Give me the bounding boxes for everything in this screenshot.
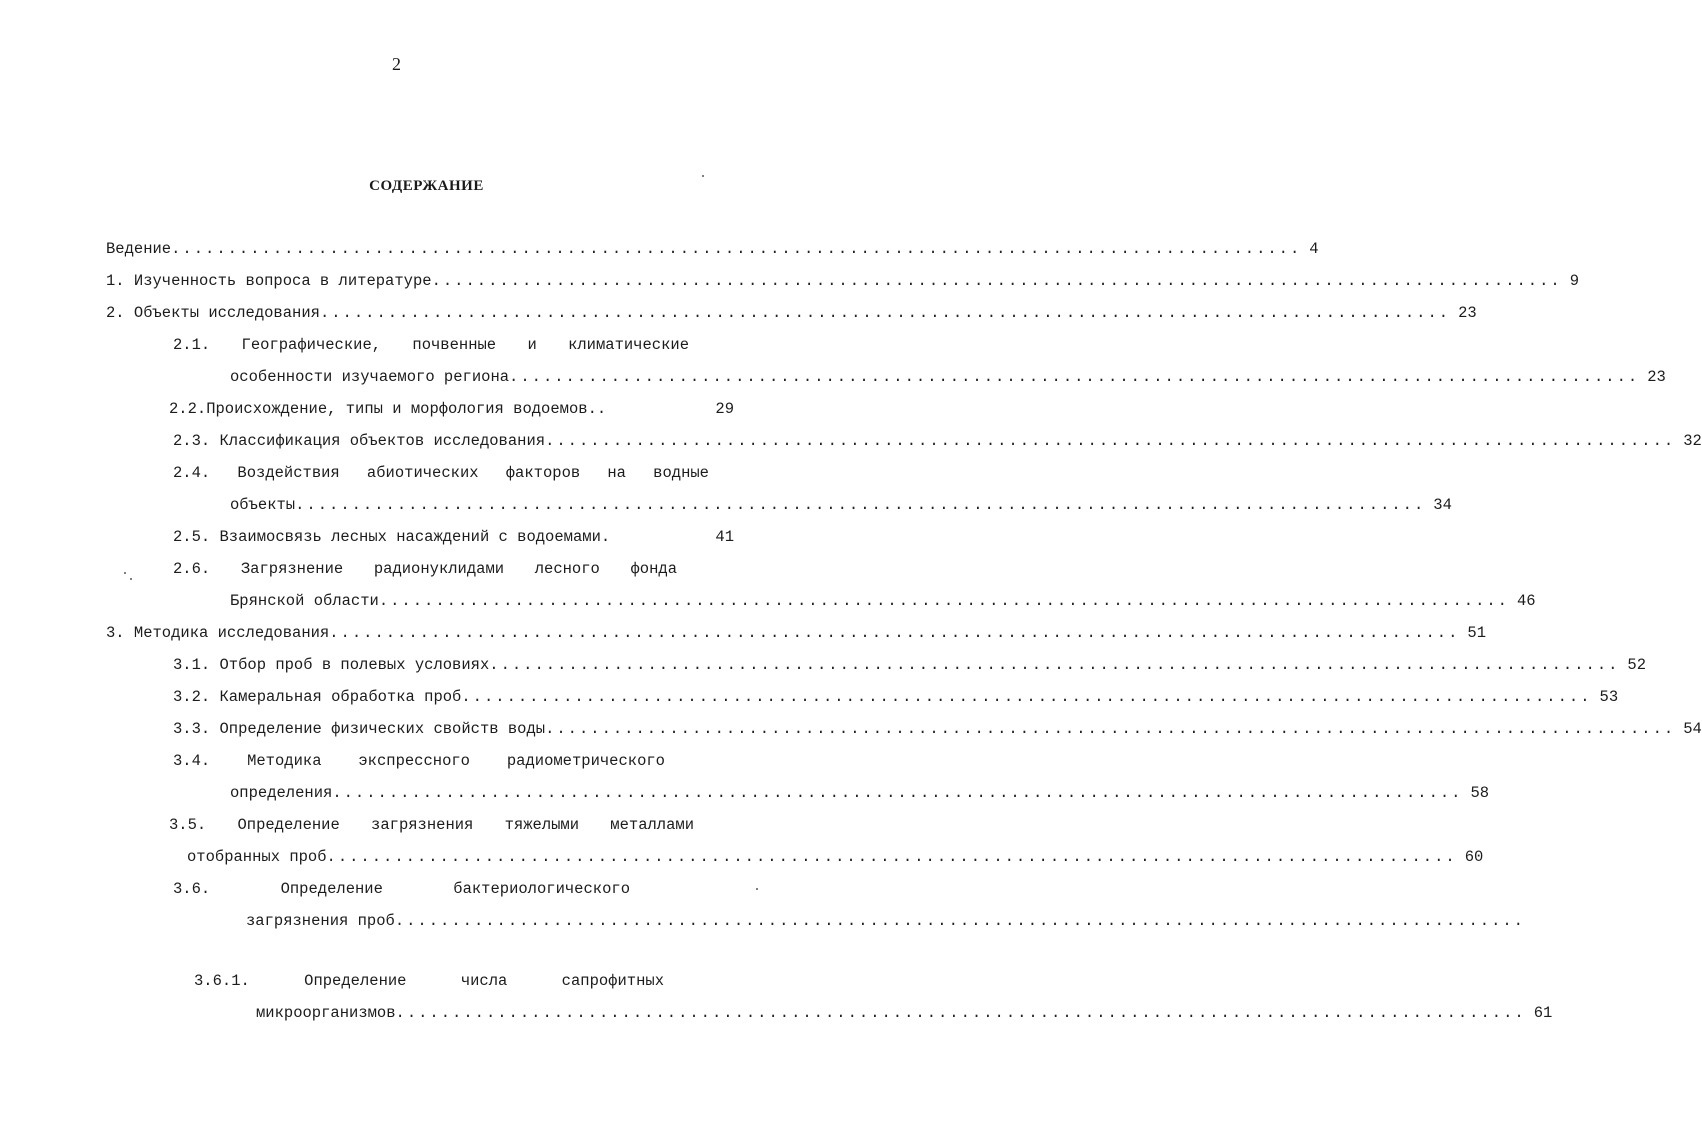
toc-entry: 3.6. Определение бактериологического xyxy=(173,880,630,898)
toc-entry-label: 3. Методика исследования xyxy=(106,624,330,642)
toc-entry xyxy=(173,652,1647,678)
toc-entry xyxy=(187,844,1484,870)
toc-entry: 2.4. Воздействия абиотических факторов на водные xyxy=(173,464,709,482)
toc-leader: .................................................................................................... xyxy=(431,272,1562,290)
toc-entry xyxy=(169,396,734,422)
toc-entry xyxy=(106,236,1319,262)
toc-entry xyxy=(173,716,1702,742)
toc-entry xyxy=(106,300,1477,326)
toc-title: СОДЕРЖАНИЕ xyxy=(369,178,484,194)
toc-leader: .................................................................................................... xyxy=(295,496,1426,514)
toc-entry-page: 4 xyxy=(1309,240,1319,258)
toc-entry-page: 58 xyxy=(1470,784,1490,802)
toc-leader: .................................................................................................... xyxy=(332,784,1463,802)
toc-entry-page: 34 xyxy=(1433,496,1452,514)
toc-leader: .................................................................................................... xyxy=(545,720,1676,738)
toc-entry-label: 3.2. Камеральная обработка проб xyxy=(173,688,462,706)
toc-entry-label: особенности изучаемого региона xyxy=(230,368,510,386)
toc-leader: .................................................................................................... xyxy=(489,656,1620,674)
toc-entry-label: 3.1. Отбор проб в полевых условиях xyxy=(173,656,490,674)
toc-entry-page: 52 xyxy=(1627,656,1647,674)
toc-entry-label: объекты xyxy=(230,496,296,514)
toc-entry xyxy=(106,620,1487,646)
toc-entry xyxy=(106,268,1580,294)
toc-entry xyxy=(230,364,1666,390)
toc-entry xyxy=(230,780,1490,806)
toc-leader: .................................................................................................... xyxy=(329,624,1460,642)
toc-entry-label: микроорганизмов xyxy=(256,1004,396,1022)
toc-leader: .................................................................................................... xyxy=(378,592,1509,610)
toc-entry xyxy=(256,1000,1553,1026)
toc-entry xyxy=(173,684,1619,710)
toc-entry-page: 32 xyxy=(1683,432,1702,450)
toc-entry-page: 53 xyxy=(1599,688,1619,706)
toc-leader: .................................................................................................... xyxy=(394,912,1525,930)
scan-speck xyxy=(124,572,126,574)
toc-entry-label: 1. Изученность вопроса в литературе xyxy=(106,272,432,290)
toc-entry-label: 2.2.Происхождение, типы и морфология водоемов.. xyxy=(169,400,607,418)
toc-leader: .................................................................................................... xyxy=(509,368,1640,386)
toc-entry-page: 61 xyxy=(1533,1004,1553,1022)
scan-speck xyxy=(130,578,132,580)
toc-leader: .................................................................................................... xyxy=(461,688,1592,706)
toc-entry-label: Ведение xyxy=(106,240,172,258)
scan-speck xyxy=(756,888,758,890)
toc-entry-label: 3.3. Определение физических свойств воды xyxy=(173,720,546,738)
toc-entry-page: 23 xyxy=(1458,304,1477,322)
toc-entry-label: определения xyxy=(230,784,333,802)
toc-leader: .................................................................................................... xyxy=(326,848,1457,866)
toc-entry xyxy=(230,492,1452,518)
toc-entry-page: 46 xyxy=(1516,592,1536,610)
toc-entry-page: 9 xyxy=(1569,272,1580,290)
toc-entry-page: 41 xyxy=(715,528,734,546)
toc-leader: .................................................................................................... xyxy=(171,240,1302,258)
toc-entry-label: 2.5. Взаимосвязь лесных насаждений с водоемами. xyxy=(173,528,611,546)
toc-entry: 3.6.1. Определение числа сапрофитных xyxy=(194,972,664,990)
toc-entry-page: 29 xyxy=(715,400,734,418)
toc-leader: .................................................................................................... xyxy=(395,1004,1526,1022)
toc-entry-page: 51 xyxy=(1467,624,1487,642)
scan-speck xyxy=(702,175,704,177)
toc-entry-page: 60 xyxy=(1464,848,1484,866)
toc-entry xyxy=(173,524,734,550)
toc-entry: 2.6. Загрязнение радионуклидами лесного фонда xyxy=(173,560,677,578)
toc-entry-page: 54 xyxy=(1683,720,1702,738)
toc-entry xyxy=(246,908,1525,934)
toc-entry: 3.4. Методика экспрессного радиометрического xyxy=(173,752,665,770)
toc-entry-label: 2. Объекты исследования xyxy=(106,304,320,322)
toc-entry-label: отобранных проб xyxy=(187,848,327,866)
toc-entry-page: 23 xyxy=(1647,368,1666,386)
toc-leader: .................................................................................................... xyxy=(319,304,1451,322)
page-number: 2 xyxy=(392,54,401,74)
toc-entry: 3.5. Определение загрязнения тяжелыми металлами xyxy=(169,816,694,834)
toc-entry xyxy=(173,428,1702,454)
toc-entry: 2.1. Географические, почвенные и климатические xyxy=(173,336,689,354)
toc-entry-label: Брянской области xyxy=(230,592,379,610)
toc-leader: .................................................................................................... xyxy=(545,432,1676,450)
toc-entry xyxy=(230,588,1536,614)
toc-entry-label: загрязнения проб xyxy=(246,912,395,930)
toc-entry-label: 2.3. Классификация объектов исследования xyxy=(173,432,546,450)
